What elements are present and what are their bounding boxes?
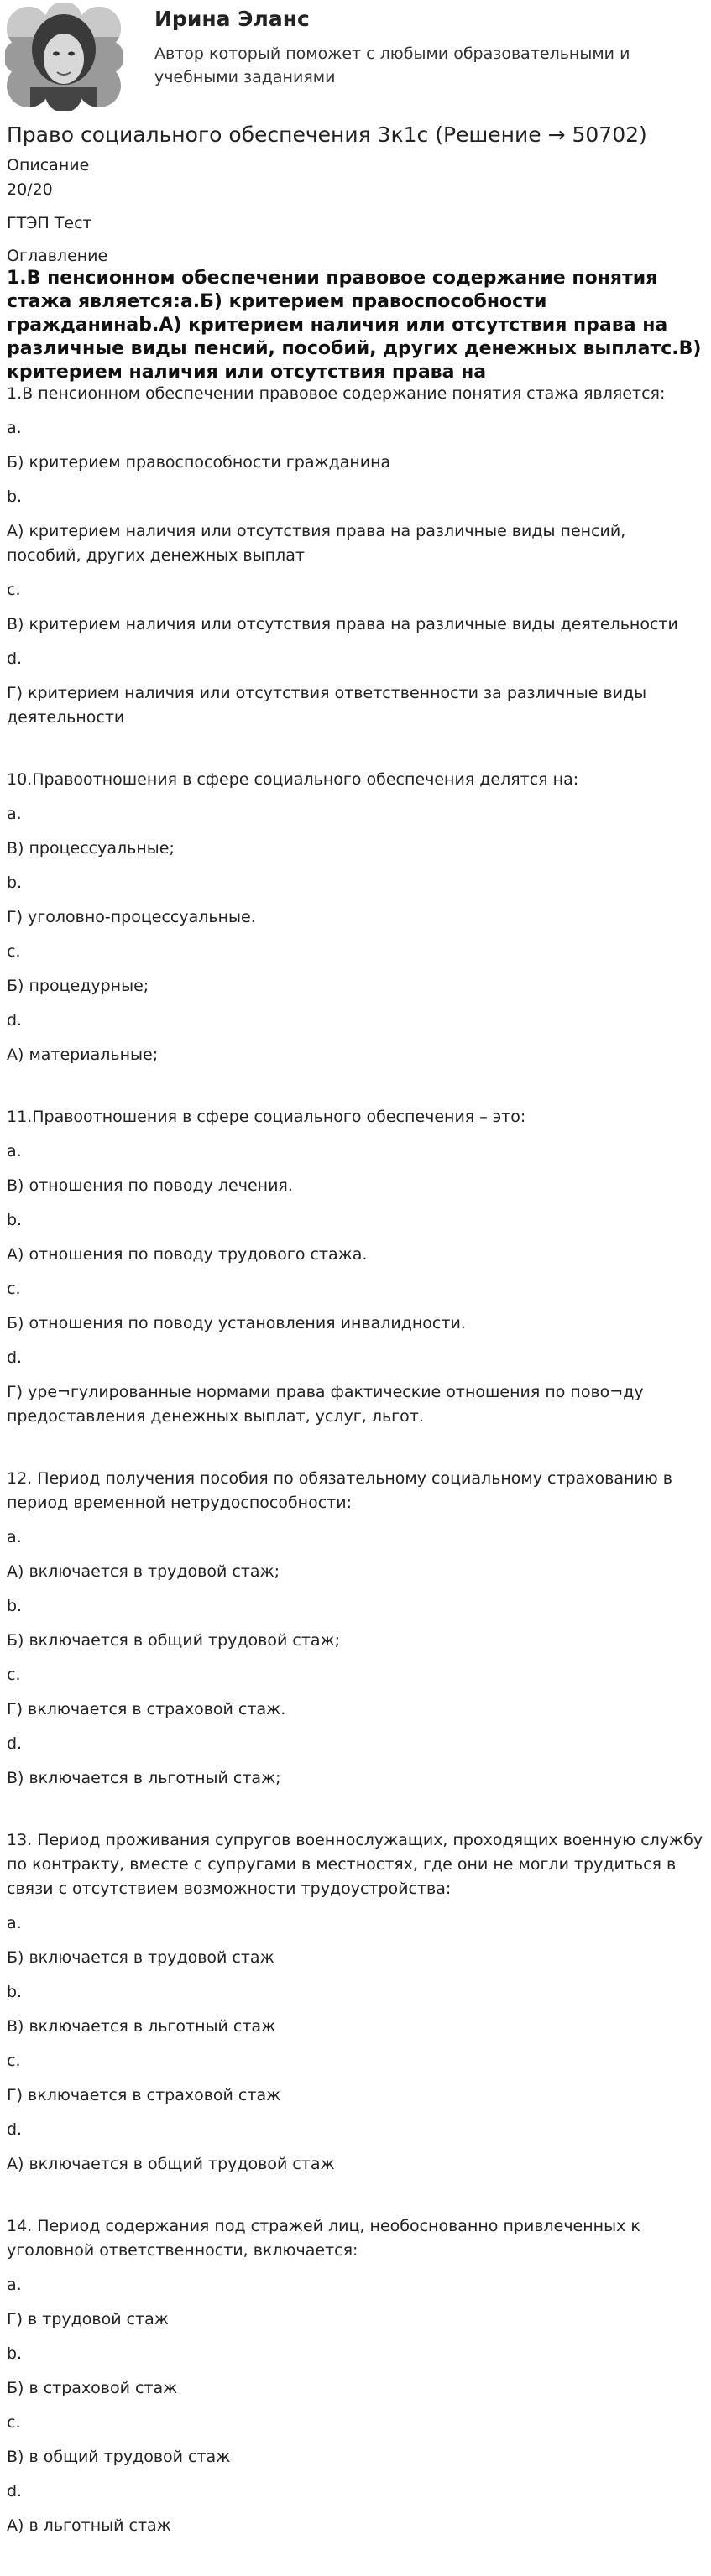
option-letter: d.	[7, 2482, 23, 2500]
option-text: В) в общий трудовой стаж	[7, 2448, 231, 2466]
option-letter: c.	[7, 581, 21, 599]
option-text: В) процессуальные;	[7, 839, 175, 858]
questions-list	[7, 382, 703, 2576]
option-letter: c.	[7, 2052, 21, 2070]
option-letter: d.	[7, 649, 23, 668]
option-letter: d.	[7, 2120, 23, 2139]
option-letter: b.	[7, 2344, 23, 2363]
question-block	[7, 2214, 703, 2538]
option-text: Г) в трудовой стаж	[7, 2310, 169, 2328]
author-description: Автор который поможет с любыми образовательными и учебными заданиями	[154, 44, 630, 86]
option-text: Б) включается в трудовой стаж	[7, 1948, 274, 1967]
question-block	[7, 768, 703, 1067]
option-text: Г) включается в страховой стаж.	[7, 1700, 286, 1718]
option-text: А) критерием наличия или отсутствия права на различные виды пенсий, пособий, других денежных выплат	[7, 522, 626, 565]
option-text: Б) отношения по поводу установления инвалидности.	[7, 1314, 466, 1332]
option-letter: c.	[7, 2413, 21, 2432]
score: 20/20	[7, 180, 53, 199]
description-label: Описание	[7, 156, 90, 175]
option-letter: a.	[7, 419, 22, 437]
question-text: 13. Период проживания супругов военнослужащих, проходящих военную службу по контракту, вместе с супругами в местностях, где они не могли трудиться в связи с отсутствием возможности трудоустройства:	[7, 1831, 703, 1898]
option-text: А) отношения по поводу трудового стажа.	[7, 1245, 368, 1264]
option-letter: d.	[7, 1348, 23, 1367]
option-letter: a.	[7, 1914, 22, 1932]
question-block	[7, 382, 703, 730]
question-block	[7, 1105, 703, 1429]
option-letter: c.	[7, 1666, 21, 1684]
option-letter: b.	[7, 1597, 23, 1615]
option-letter: a.	[7, 1528, 22, 1546]
question-text: 14. Период содержания под стражей лиц, необоснованно привлеченных к уголовной ответственности, включается:	[7, 2217, 640, 2260]
option-text: Г) включается в страховой стаж	[7, 2086, 281, 2104]
option-letter: b.	[7, 873, 23, 892]
option-letter: d.	[7, 1011, 23, 1030]
option-letter: a.	[7, 2276, 22, 2294]
option-text: А) материальные;	[7, 1046, 159, 1064]
toc-label: Оглавление	[7, 247, 108, 265]
question-text: 1.В пенсионном обеспечении правовое содержание понятия стажа является:	[7, 384, 666, 403]
test-type: ГТЭП Тест	[7, 214, 92, 232]
option-text: А) включается в общий трудовой стаж	[7, 2155, 335, 2173]
question-text: 11.Правоотношения в сфере социального обеспечения – это:	[7, 1108, 526, 1126]
question-text: 10.Правоотношения в сфере социального обеспечения делятся на:	[7, 770, 579, 789]
option-letter: b.	[7, 488, 23, 506]
option-letter: c.	[7, 1280, 21, 1298]
toc-heading[interactable]: 1.В пенсионном обеспечении правовое содержание понятия стажа является:a.Б) критерием правоспособности гражданинаb.А) критерием наличия или отсутствия права на различные виды пенсий, пособий, других денежных выплатс.В) критерием наличия или отсутствия права на	[7, 268, 702, 383]
option-letter: d.	[7, 1734, 23, 1753]
option-letter: a.	[7, 805, 22, 823]
option-text: В) включается в льготный стаж	[7, 2017, 276, 2036]
option-text: А) в льготный стаж	[7, 2516, 171, 2535]
option-text: Б) критерием правоспособности гражданина	[7, 453, 391, 472]
option-text: В) отношения по поводу лечения.	[7, 1176, 293, 1195]
option-text: Б) в страховой стаж	[7, 2379, 178, 2397]
question-block	[7, 1467, 703, 1791]
option-letter: b.	[7, 1211, 23, 1229]
author-avatar	[5, 3, 123, 111]
option-letter: c.	[7, 942, 21, 961]
option-text: Б) включается в общий трудовой стаж;	[7, 1631, 341, 1650]
option-text: Б) процедурные;	[7, 977, 149, 995]
option-text: В) включается в льготный стаж;	[7, 1769, 281, 1787]
author-header	[0, 0, 711, 117]
option-text: В) критерием наличия или отсутствия права на различные виды деятельности	[7, 615, 678, 634]
option-letter: a.	[7, 1142, 22, 1160]
option-letter: b.	[7, 1983, 23, 2001]
question-text: 12. Период получения пособия по обязательному социальному страхованию в период временной нетрудоспособности:	[7, 1469, 672, 1512]
author-name[interactable]: Ирина Эланс	[154, 7, 310, 31]
option-text: Г) критерием наличия или отсутствия ответственности за различные виды деятельности	[7, 684, 647, 727]
question-block	[7, 1828, 703, 2177]
option-text: А) включается в трудовой стаж;	[7, 1562, 280, 1581]
page-title: Право социального обеспечения 3к1с (Решение → 50702)	[7, 123, 647, 147]
option-text: Г) уголовно-процессуальные.	[7, 908, 256, 926]
option-text: Г) уре¬гулированные нормами права фактические отношения по пово¬ду предоставления денежных выплат, услуг, льгот.	[7, 1383, 644, 1426]
